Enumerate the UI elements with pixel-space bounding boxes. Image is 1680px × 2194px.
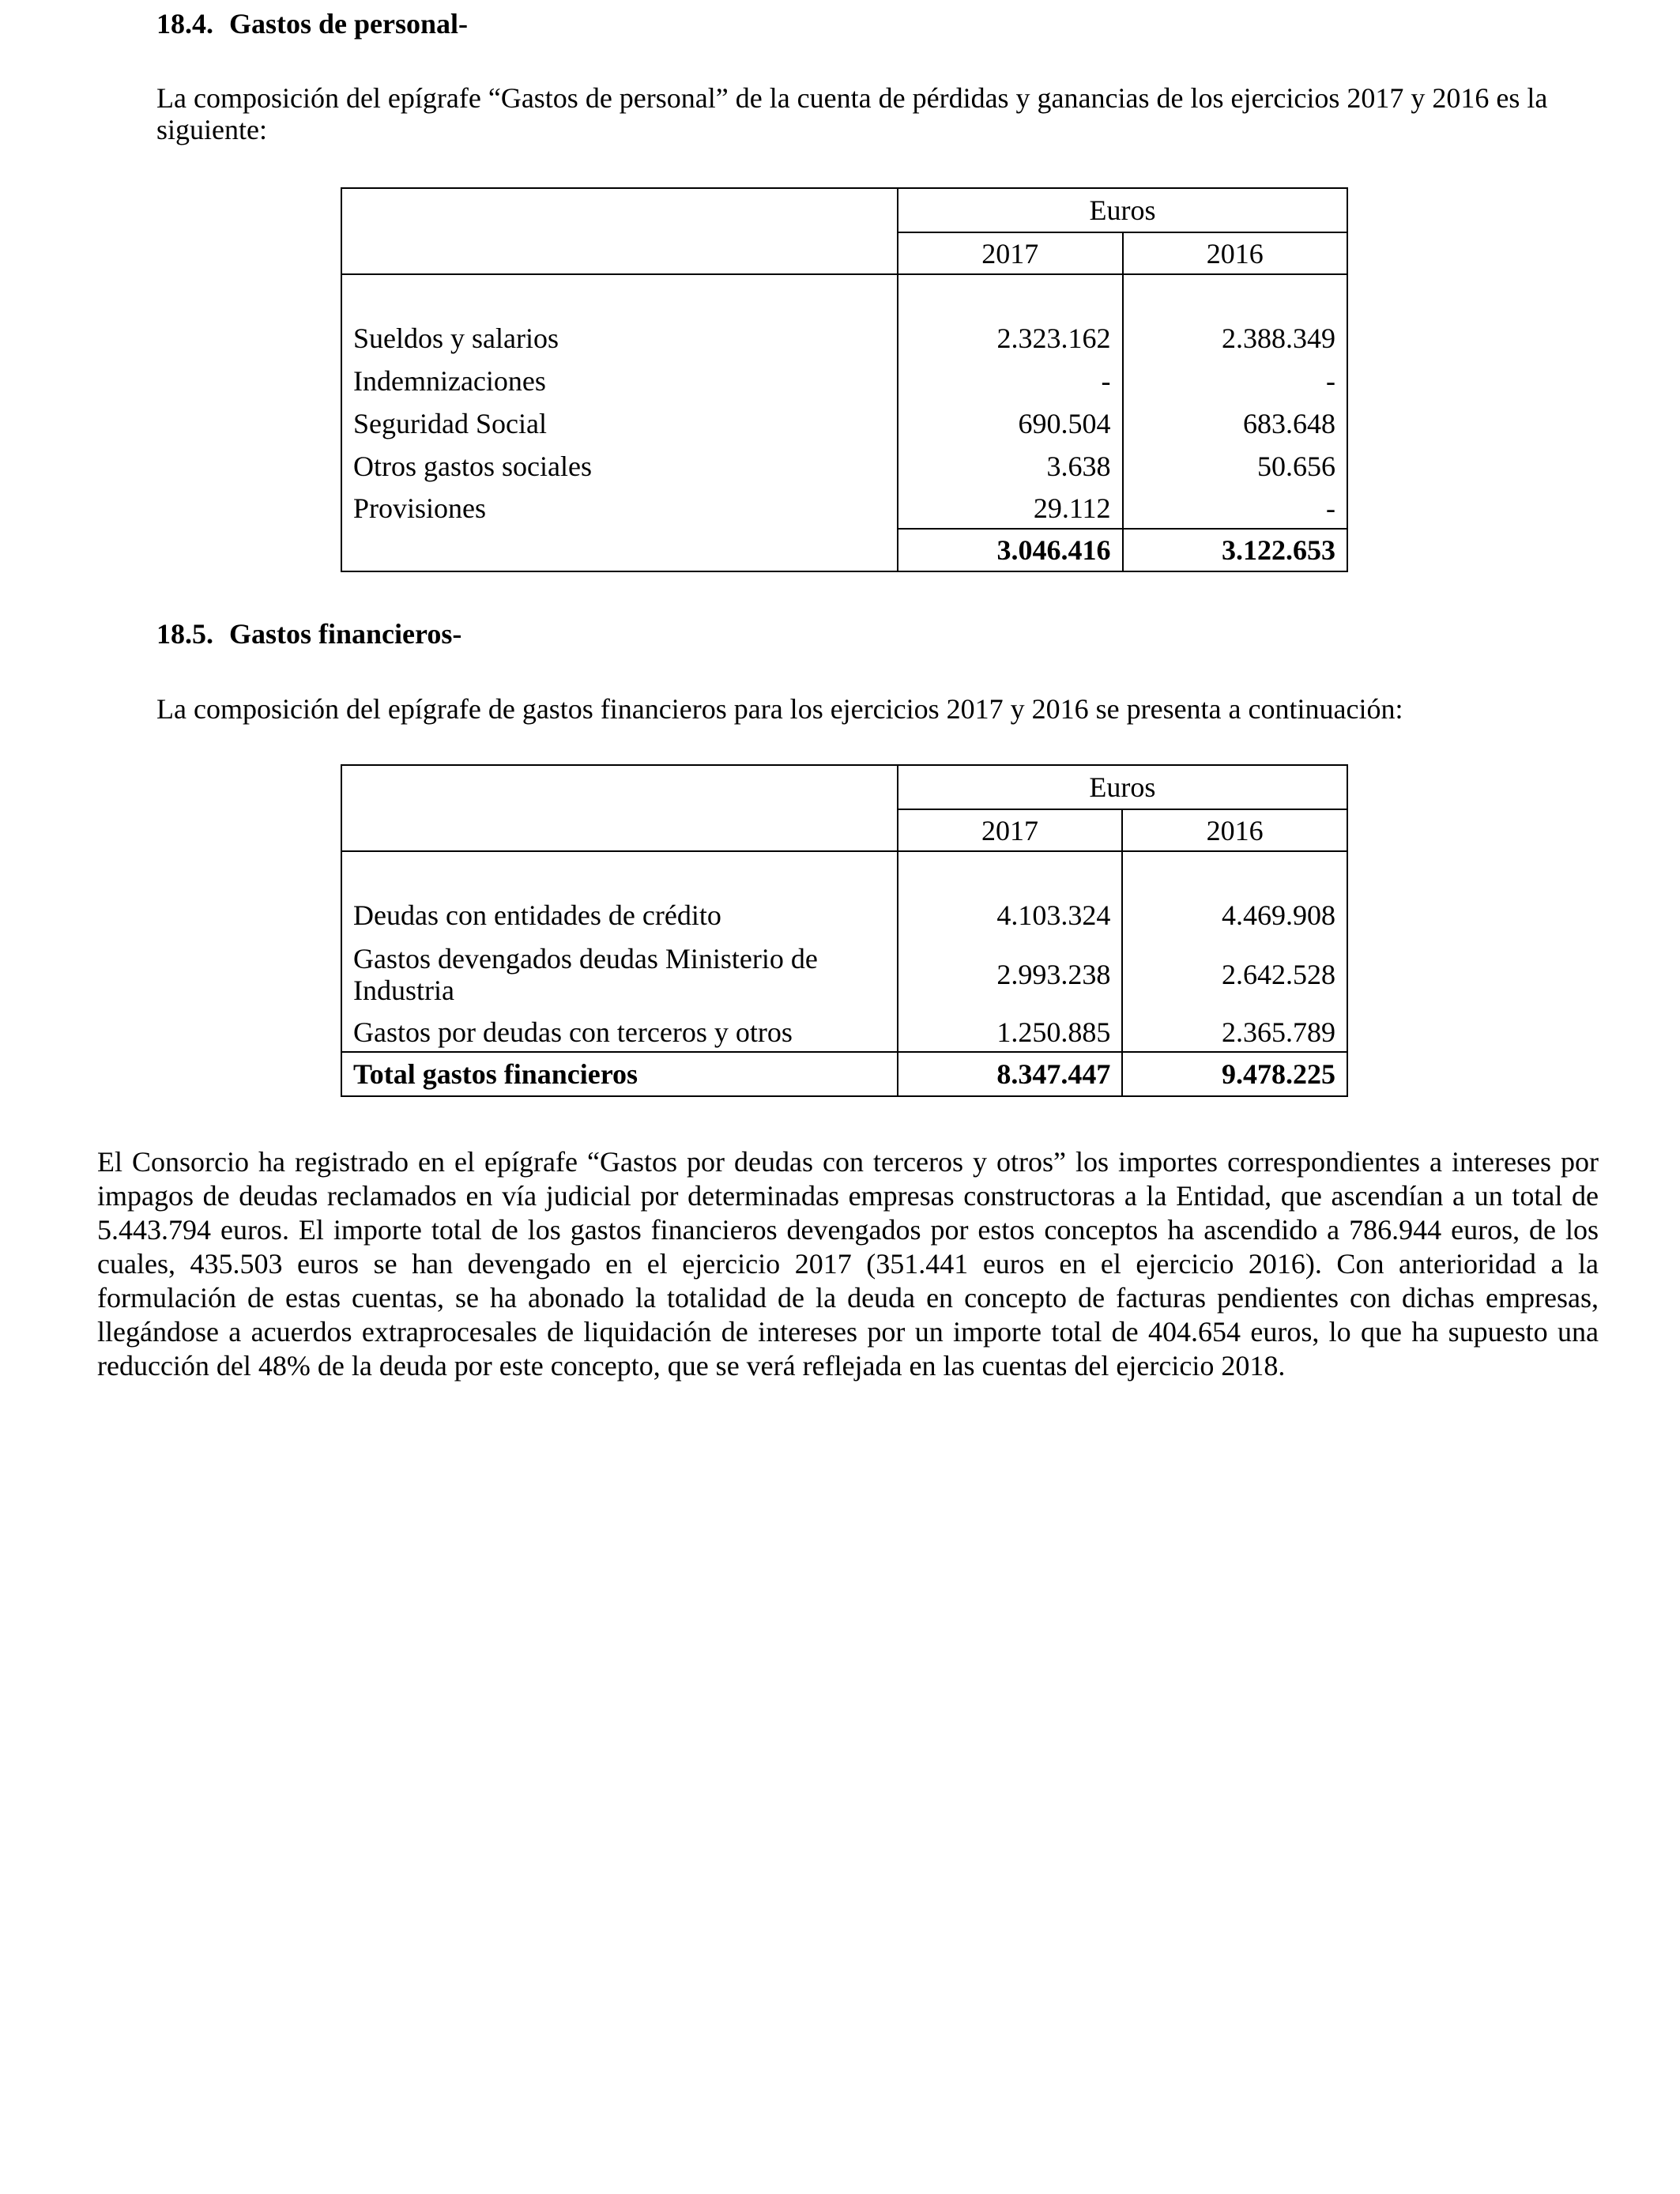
row-value-2016: - <box>1123 360 1347 402</box>
row-label: Sueldos y salarios <box>341 317 898 360</box>
row-value-2016: 2.642.528 <box>1122 937 1347 1012</box>
section-number: 18.4. <box>156 8 213 40</box>
section-heading-gastos-financieros <box>156 618 461 650</box>
year-header-2017: 2017 <box>898 809 1123 851</box>
closing-paragraph: El Consorcio ha registrado en el epígrafe “Gastos por deudas con terceros y otros” los importes correspondientes a intereses por impagos de deudas reclamados en vía judicial por determinadas empresas constructoras a la Entidad, que ascendían a un total de 5.443.794 euros. El importe total de los gastos financieros devengados por estos conceptos ha ascendido a 786.944 euros, de los cuales, 435.503 euros se han devengado en el ejercicio 2017 (351.441 euros en el ejercicio 2016). Con anterioridad a la formulación de estas cuentas, se ha abonado la totalidad de la deuda en concepto de facturas pendientes con dichas empresas, llegándose a acuerdos extraprocesales de liquidación de intereses por un importe total de 404.654 euros, lo que ha supuesto una reducción del 48% de la deuda por este concepto, que se verá reflejada en las cuentas del ejercicio 2018. <box>97 1146 1599 1382</box>
row-value-2017: - <box>898 360 1122 402</box>
table-row <box>341 445 1347 488</box>
total-row <box>341 1052 1347 1096</box>
section-number: 18.5. <box>156 618 213 650</box>
section-title: Gastos financieros- <box>229 618 462 650</box>
row-value-2016: 683.648 <box>1123 402 1347 445</box>
table-row <box>341 360 1347 402</box>
section-intro: La composición del epígrafe “Gastos de personal” de la cuenta de pérdidas y ganancias de los ejercicios 2017 y 2016 es la siguiente: <box>156 82 1548 145</box>
row-value-2017: 2.993.238 <box>898 937 1123 1012</box>
year-header-2016: 2016 <box>1122 809 1347 851</box>
row-label: Provisiones <box>341 488 898 529</box>
row-label: Gastos devengados deudas Ministerio de Industria <box>341 937 898 1012</box>
empty-header-cell <box>341 188 898 274</box>
row-label: Indemnizaciones <box>341 360 898 402</box>
table-row <box>341 1012 1347 1052</box>
currency-header: Euros <box>898 188 1347 232</box>
row-value-2017: 3.638 <box>898 445 1122 488</box>
row-value-2016: 2.365.789 <box>1122 1012 1347 1052</box>
row-value-2017: 1.250.885 <box>898 1012 1123 1052</box>
section-intro: La composición del epígrafe de gastos financieros para los ejercicios 2017 y 2016 se presenta a continuación: <box>156 693 1403 725</box>
table-row <box>341 317 1347 360</box>
total-label <box>341 529 898 571</box>
table-row <box>341 937 1347 1012</box>
row-value-2016: - <box>1123 488 1347 529</box>
year-header-2017: 2017 <box>898 232 1122 274</box>
total-label: Total gastos financieros <box>341 1052 898 1096</box>
section-heading-gastos-personal <box>156 8 468 40</box>
total-value-2016: 9.478.225 <box>1122 1052 1347 1096</box>
row-value-2017: 29.112 <box>898 488 1122 529</box>
total-value-2017: 3.046.416 <box>898 529 1122 571</box>
row-value-2016: 4.469.908 <box>1122 894 1347 937</box>
row-value-2017: 690.504 <box>898 402 1122 445</box>
empty-header-cell <box>341 765 898 851</box>
total-value-2016: 3.122.653 <box>1123 529 1347 571</box>
total-row <box>341 529 1347 571</box>
table-row <box>341 488 1347 529</box>
gastos-financieros-table <box>341 764 1348 1097</box>
table-row <box>341 894 1347 937</box>
table-row <box>341 402 1347 445</box>
row-label: Gastos por deudas con terceros y otros <box>341 1012 898 1052</box>
row-label: Otros gastos sociales <box>341 445 898 488</box>
row-value-2016: 2.388.349 <box>1123 317 1347 360</box>
row-label: Deudas con entidades de crédito <box>341 894 898 937</box>
total-value-2017: 8.347.447 <box>898 1052 1123 1096</box>
section-title: Gastos de personal- <box>229 8 469 40</box>
row-value-2016: 50.656 <box>1123 445 1347 488</box>
year-header-2016: 2016 <box>1123 232 1347 274</box>
gastos-personal-table <box>341 187 1348 572</box>
row-value-2017: 4.103.324 <box>898 894 1123 937</box>
row-label: Seguridad Social <box>341 402 898 445</box>
currency-header: Euros <box>898 765 1347 809</box>
row-value-2017: 2.323.162 <box>898 317 1122 360</box>
